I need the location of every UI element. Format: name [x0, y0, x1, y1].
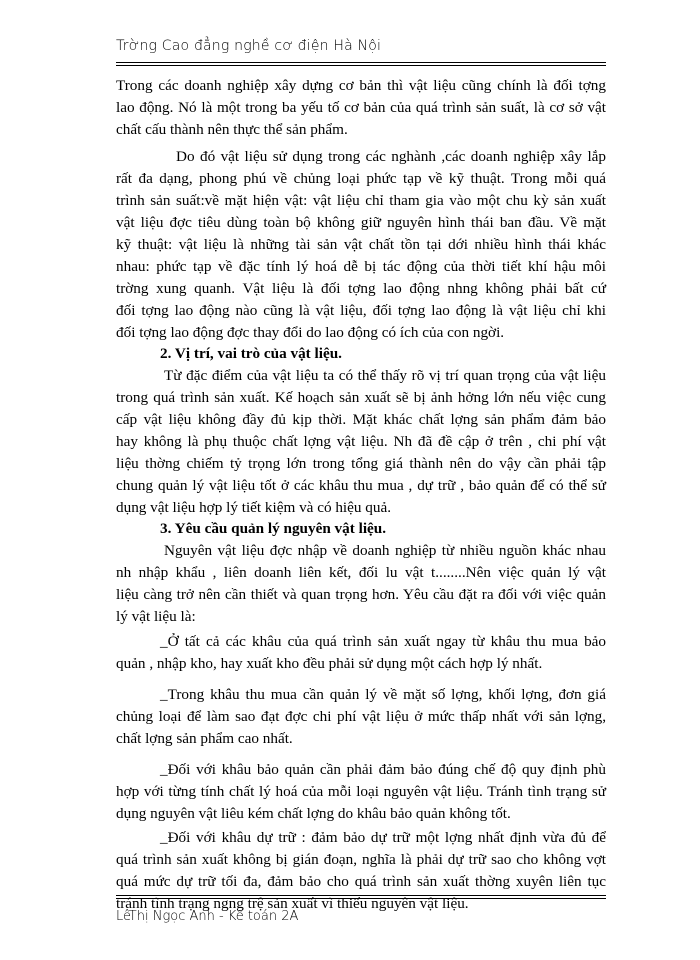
body-line: đối tợng lao động nào cũng là vật liệu, đối tợng lao động là vật liệu chỉ khi [116, 302, 606, 319]
body-line: Từ đặc điểm của vật liệu ta có thể thấy rõ vị trí quan trọng của vật liệu [164, 367, 606, 384]
body-line: dụng nguyên vật liêu kém chất lợng do khâu bảo quản không tốt. [116, 805, 511, 822]
body-line: liệu thờng chiếm tỷ trọng lớn trong tổng giá thành nên do vậy cần phải tập [116, 455, 606, 472]
body-line: Nguyên vật liệu đợc nhập về doanh nghiệp từ nhiều nguồn khác nhau [164, 542, 606, 559]
body-line: _Đối với khâu bảo quản cần phải đảm bảo đúng chế độ quy định phù [160, 761, 606, 778]
section-heading-2: 2. Vị trí, vai trò của vật liệu. [160, 345, 342, 362]
body-line: lý vật liệu là: [116, 608, 196, 625]
body-line: _Trong khâu thu mua cần quản lý về mặt số lợng, khối lợng, đơn giá [160, 686, 606, 703]
body-line: chủng loại để làm sao đạt đợc chi phí vật liệu ở mức thấp nhất với sản lợng, [116, 708, 606, 725]
section-heading-3: 3. Yêu cầu quản lý nguyên vật liệu. [160, 520, 387, 537]
body-line: kỹ thuật: vật liệu là những tài sản vật chất tồn tại dới nhiều hình thái khác [116, 236, 606, 253]
body-line: nh nhập khẩu , liên doanh liên kết, đối lu vật t........Nên việc quản lý vật [116, 564, 606, 581]
body-line: hợp với từng tính chất lý hoá của mỗi loại nguyên vật liệu. Tránh tình trạng sử [116, 783, 606, 800]
header-rule-double [116, 65, 606, 66]
body-line: hay không là phụ thuộc chất lợng vật liệu. Nh đã đề cập ở trên , chi phí vật [116, 433, 606, 450]
body-line: cấp vật liệu không đầy đủ kịp thời. Mặt khác chất lợng sản phẩm đảm bảo [116, 411, 606, 428]
body-line: quá trình sản xuất không bị gián đoạn, nghĩa là phải dự trữ sao cho không vợt [116, 851, 606, 868]
body-line: dụng vật liệu hợp lý tiết kiệm và có hiệu quả. [116, 499, 392, 516]
body-line: quản , nhập kho, hay xuất kho đều phải sử dụng một cách hợp lý nhất. [116, 655, 543, 672]
footer-rule [116, 895, 606, 896]
page-header: Trờng Cao đẳng nghề cơ điện Hà Nội [116, 38, 382, 54]
footer-rule-double [116, 898, 606, 899]
body-line: quá mức dự trữ tối đa, đảm bảo cho quá trình sản xuất thờng xuyên liên tục [116, 873, 606, 890]
body-line: trờng xung quanh. Vật liệu là đối tợng lao động nhng không phải bất cứ [116, 280, 606, 297]
body-line: nhau: phức tạp về đặc tính lý hoá dễ bị tác động của thời tiết khí hậu môi [116, 258, 606, 275]
body-line: trong quá trình sản xuất. Kế hoạch sản xuất sẽ bị ảnh hởng lớn nếu việc cung [116, 389, 606, 406]
body-line: _Đối với khâu dự trữ : đảm bảo dự trữ một lợng nhất định vừa đủ để [160, 829, 606, 846]
body-line: tránh tình trạng ngng trệ sản xuất vì thiếu nguyên vật liệu. [116, 895, 469, 912]
body-line: chất cấu thành nên thực thể sản phẩm. [116, 121, 348, 138]
page-footer: LêThị Ngọc Anh - Kế toán 2A [116, 909, 299, 924]
body-line: rất đa dạng, phong phú về chủng loại phức tạp về kỹ thuật. Trong mỗi quá [116, 170, 606, 187]
body-line: Trong các doanh nghiệp xây dựng cơ bản thì vật liệu cũng chính là đối tợng [116, 77, 606, 94]
body-line: chất lợng sản phẩm cao nhất. [116, 730, 293, 747]
body-line: trình sản suất:về mặt hiện vật: vật liệu chỉ tham gia vào một chu kỳ sản xuất [116, 192, 606, 209]
body-line: lao động. Nó là một trong ba yếu tố cơ bản của quá trình sản suất, là cơ sở vật [116, 99, 606, 116]
body-line: vật liệu đợc tiêu dùng toàn bộ không giữ nguyên hình thái ban đầu. Về mặt [116, 214, 606, 231]
body-line: _Ở tất cả các khâu của quá trình sản xuất ngay từ khâu thu mua bảo [160, 633, 606, 650]
header-rule [116, 62, 606, 63]
body-line: Do đó vật liệu sử dụng trong các nghành ,các doanh nghiệp xây lắp [176, 148, 606, 165]
body-line: đối tợng lao động đợc thay đổi do lao động có ích của con ngời. [116, 324, 505, 341]
body-line: liệu càng trở nên cần thiết và quan trọng hơn. Yêu cầu đặt ra đối với việc quản [116, 586, 606, 603]
body-line: chung quản lý vật liệu tốt ở các khâu thu mua , dự trữ , bảo quản để có thể sử [116, 477, 606, 494]
